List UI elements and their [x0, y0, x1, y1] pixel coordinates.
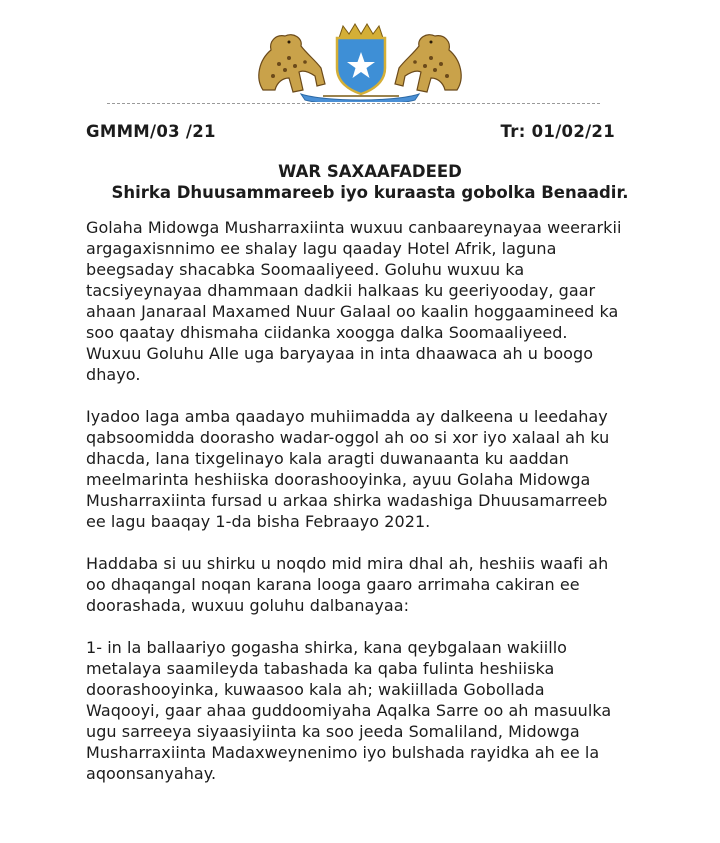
- document-reference: GMMM/03 /21: [86, 122, 216, 141]
- paragraph-conference: Iyadoo laga amba qaadayo muhiimadda ay dalkeena u leedahay qabsoomidda doorasho wadar-oggol ah oo si xor iyo xalaal ah ku dhacda, lana tixgelinayo kala aragti duwanaanta ku aaddan meelmarinta heshiiska doorashooyinka, ayuu Golaha Midowga Musharraxiinta fursad u arkaa shirka wadashiga Dhuusamarreeb ee lagu baaqay 1-da bisha Febraayo 2021.: [86, 407, 610, 531]
- ribbon-icon: [301, 94, 419, 102]
- crown-icon: [339, 24, 383, 38]
- shield-icon: [337, 38, 385, 94]
- paragraph-condolence: Golaha Midowga Musharraxiinta wuxuu canbaareynayaa weerarkii argagaxisnnimo ee shalay lagu qaaday Hotel Afrik, laguna beegsaday shacabka Soomaaliyeed. Goluhu wuxuu ka tacsiyeynayaa dhammaan dadkii halkaas ku geeriyooday, gaar ahaan Janaraal Maxamed Nuur Galaal oo kaalin hoggaamineed ka soo qaatay dhismaha ciidanka xoogga dalka Soomaaliyeed. Wuxuu Goluhu Alle uga baryayaa in inta dhaawaca ah u boogo dhayo.: [86, 218, 622, 384]
- document-title: WAR SAXAAFADEED: [278, 162, 462, 181]
- left-leopard-icon: [259, 35, 325, 92]
- paragraph-demand-1: 1- in la ballaariyo gogasha shirka, kana qeybgalaan wakiillo metalaya saamileyda tabashada ka qaba fulinta heshiiska doorashooyinka, kuwaasoo kala ah; wakiillada Gobollada Waqooyi, gaar ahaa guddoomiyaha Aqalka Sarre oo ah masuulka ugu sarreeya siyaasiyiinta ka soo jeeda Somaliland, Midowga Musharraxiinta Madaxweynenimo iyo bulshada rayidka ah ee la aqoonsanyahay.: [86, 638, 612, 783]
- document-title-block: [60, 161, 680, 203]
- document-date: Tr: 01/02/21: [500, 122, 615, 141]
- document-body: [86, 217, 646, 805]
- document-subtitle: Shirka Dhuusammareeb iyo kuraasta gobolka Benaadir.: [111, 183, 629, 202]
- paragraph-demands-intro: Haddaba si uu shirku u noqdo mid mira dhal ah, heshiis waafi ah oo dhaqangal noqan karana looga gaaro arrimaha cakiran ee doorashada, wuxuu goluhu dalbanayaa:: [86, 554, 609, 615]
- header-divider: [107, 103, 600, 104]
- coat-of-arms-icon: [245, 20, 475, 102]
- right-leopard-icon: [395, 35, 461, 92]
